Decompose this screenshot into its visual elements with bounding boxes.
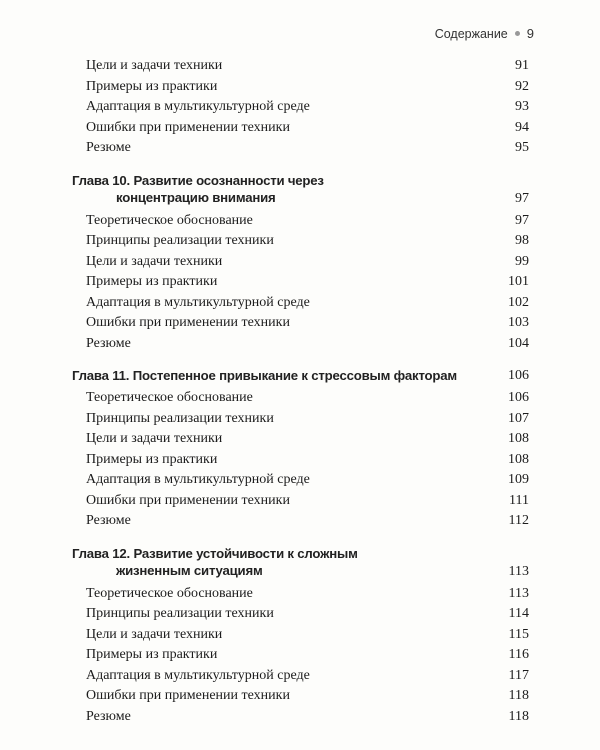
toc-entry-page: 92	[515, 78, 529, 94]
chapter-page: 106	[508, 368, 529, 383]
toc-entry-page: 99	[515, 253, 529, 269]
toc-entry[interactable]	[0, 254, 600, 275]
chapter-11-entries	[0, 390, 600, 534]
toc-entry[interactable]	[0, 493, 600, 514]
page-number: 9	[526, 26, 534, 41]
toc-entry-label: Теоретическое обоснование	[86, 585, 253, 601]
toc-entry-label: Цели и задачи техники	[86, 58, 223, 73]
toc-entry[interactable]	[0, 668, 600, 689]
toc-entry[interactable]	[0, 233, 600, 254]
toc-entry-page: 102	[508, 294, 529, 310]
toc-entry-label: Ошибки при применении техники	[86, 492, 290, 508]
toc-entry[interactable]	[0, 627, 600, 648]
toc-entry-label: Ошибки при применении техники	[86, 315, 290, 330]
toc-entry-page: 104	[508, 335, 529, 351]
toc-entry[interactable]	[0, 58, 600, 79]
toc-entry[interactable]	[0, 274, 600, 295]
toc-entry-label: Примеры из практики	[86, 274, 218, 289]
toc-entry-page: 103	[508, 315, 529, 330]
toc-entry[interactable]	[0, 606, 600, 627]
chapter-title-line1: Глава 12. Развитие устойчивости к сложным	[72, 545, 358, 561]
toc-entry[interactable]	[0, 79, 600, 100]
toc-entry-label: Принципы реализации техники	[86, 606, 274, 621]
toc-entry-page: 94	[515, 119, 529, 135]
chapter-12-entries	[0, 586, 600, 730]
toc-entry[interactable]	[0, 688, 600, 709]
toc-entry-label: Принципы реализации техники	[86, 233, 274, 248]
toc-entry-page: 98	[515, 233, 529, 248]
toc-entry-label: Ошибки при применении техники	[86, 119, 290, 135]
toc-entry-page: 108	[508, 431, 529, 446]
toc-entry[interactable]	[0, 472, 600, 493]
toc-entry-label: Ошибки при применении техники	[86, 688, 290, 703]
toc-entry-label: Резюме	[86, 140, 131, 155]
toc-entry-page: 118	[508, 708, 529, 724]
toc-entry-page: 101	[508, 274, 529, 289]
toc-entry-label: Адаптация в мультикультурной среде	[86, 99, 310, 114]
toc-entry[interactable]	[0, 513, 600, 534]
chapter-title-line1: Глава 10. Развитие осознанности через	[72, 172, 324, 188]
toc-entry-label: Примеры из практики	[86, 78, 218, 94]
toc-entry-label: Резюме	[86, 708, 131, 724]
table-of-contents	[0, 58, 600, 729]
bullet-icon	[515, 31, 520, 36]
chapter-10-entries	[0, 213, 600, 357]
chapter-title-line2: концентрацию внимания	[116, 189, 276, 205]
toc-entry[interactable]	[0, 647, 600, 668]
toc-entry[interactable]	[0, 140, 600, 161]
toc-entry-page: 115	[508, 626, 529, 642]
toc-entry-page: 112	[508, 513, 529, 528]
toc-entry[interactable]	[0, 120, 600, 141]
toc-entry-page: 108	[508, 451, 529, 467]
chapter-page: 113	[508, 563, 529, 579]
toc-entry-label: Резюме	[86, 335, 131, 351]
toc-entry[interactable]	[0, 390, 600, 411]
toc-entry-page: 107	[508, 410, 529, 426]
toc-entry[interactable]	[0, 411, 600, 432]
toc-entry-page: 109	[508, 472, 529, 487]
chapter-12-heading[interactable]	[0, 546, 600, 586]
toc-entry[interactable]	[0, 99, 600, 120]
toc-entry[interactable]	[0, 709, 600, 730]
toc-entry-label: Примеры из практики	[86, 647, 218, 662]
toc-section-continued	[0, 58, 600, 161]
chapter-page: 97	[515, 190, 529, 206]
toc-entry-label: Адаптация в мультикультурной среде	[86, 294, 310, 310]
toc-entry[interactable]	[0, 315, 600, 336]
toc-entry-page: 117	[508, 667, 529, 683]
chapter-title-line1: Глава 11. Постепенное привыкание к стрессовым факторам	[72, 368, 457, 383]
chapter-10-heading[interactable]	[0, 173, 600, 213]
toc-entry[interactable]	[0, 586, 600, 607]
toc-entry-page: 111	[509, 492, 529, 508]
toc-entry-label: Цели и задачи техники	[86, 253, 223, 269]
toc-entry-label: Резюме	[86, 513, 131, 528]
toc-entry-page: 106	[508, 390, 529, 405]
toc-entry-label: Цели и задачи техники	[86, 626, 223, 642]
toc-entry-label: Цели и задачи техники	[86, 431, 223, 446]
toc-entry[interactable]	[0, 336, 600, 357]
running-header	[435, 26, 534, 41]
toc-entry[interactable]	[0, 213, 600, 234]
toc-entry-label: Теоретическое обоснование	[86, 390, 253, 405]
toc-entry-page: 116	[508, 647, 529, 662]
toc-entry-page: 114	[508, 606, 529, 621]
toc-entry-label: Принципы реализации техники	[86, 410, 274, 426]
toc-entry-label: Примеры из практики	[86, 451, 218, 467]
toc-entry[interactable]	[0, 431, 600, 452]
toc-entry[interactable]	[0, 295, 600, 316]
chapter-11-heading[interactable]	[0, 368, 600, 390]
toc-entry-page: 93	[515, 99, 529, 114]
toc-entry-page: 118	[508, 688, 529, 703]
running-header-title: Содержание	[434, 26, 508, 41]
toc-entry-page: 95	[515, 140, 529, 155]
chapter-title-line2: жизненным ситуациям	[116, 562, 263, 578]
toc-entry-page: 97	[515, 212, 529, 228]
toc-entry-label: Адаптация в мультикультурной среде	[86, 472, 310, 487]
toc-entry-label: Адаптация в мультикультурной среде	[86, 667, 310, 683]
toc-entry-page: 113	[508, 585, 529, 601]
toc-entry[interactable]	[0, 452, 600, 473]
toc-entry-page: 91	[515, 58, 529, 73]
toc-entry-label: Теоретическое обоснование	[86, 212, 253, 228]
